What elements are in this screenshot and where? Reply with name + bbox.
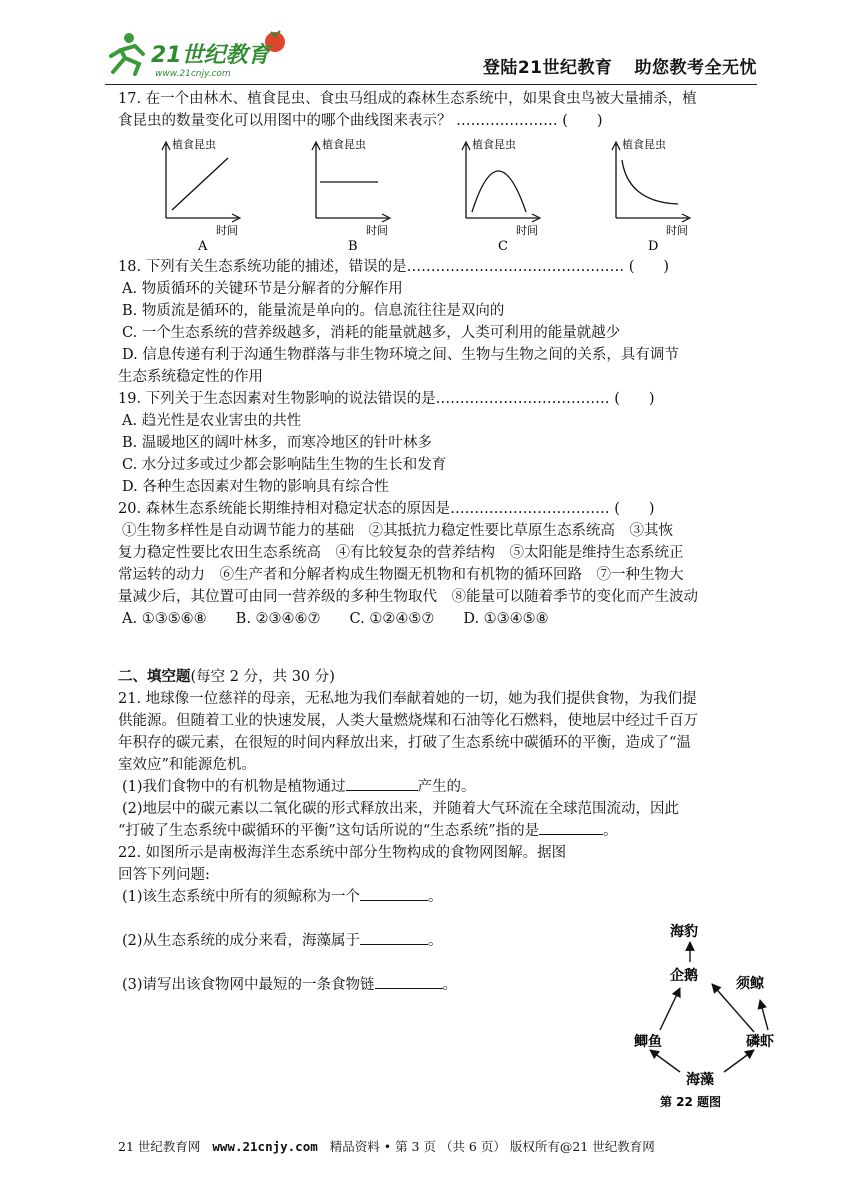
q19-option-c: C. 水分过多或过少都会影响陆生生物的生长和发育 xyxy=(122,457,447,473)
q20-line4: 量减少后，其位置可由同一营养级的多种生物取代 ⑧能量可以随着季节的变化而产生波动 xyxy=(118,589,698,605)
x-label: 时间 xyxy=(366,224,388,237)
q18-option-b: B. 物质流是循环的，能量流是单向的。信息流往往是双向的 xyxy=(122,303,505,319)
curve-decay xyxy=(622,160,678,204)
q19-option-a: A. 趋光性是农业害虫的共性 xyxy=(122,413,302,429)
q17-line2: 食昆虫的数量变化可以用图中的哪个曲线图来表示？ ………………… ( ) xyxy=(118,113,603,129)
q19-option-b: B. 温暖地区的阔叶林多，而寒冷地区的针叶林多 xyxy=(122,435,432,451)
q19-option-d: D. 各种生态因素对生物的影响具有综合性 xyxy=(122,479,389,495)
slogan-1: 登陆21世纪教育 xyxy=(482,58,613,78)
q22-line2: 回答下列问题: xyxy=(118,867,210,883)
node-seal: 海豹 xyxy=(670,924,698,940)
graph-c xyxy=(458,136,558,254)
answer-blank[interactable] xyxy=(360,930,428,945)
arrow-squid-penguin xyxy=(660,988,680,1030)
graph-letter: B xyxy=(348,239,358,254)
answer-blank[interactable] xyxy=(360,886,428,901)
q18-option-c: C. 一个生态系统的营养级越多，消耗的能量就越多，人类可利用的能量就越少 xyxy=(122,325,621,341)
q20-line1: ①生物多样性是自动调节能力的基础 ②其抵抗力稳定性要比草原生态系统高 ③其恢 xyxy=(122,523,673,539)
x-label: 时间 xyxy=(666,224,688,237)
q22-sub3: (3)请写出该食物网中最短的一条食物链 。 xyxy=(118,974,758,996)
graph-a xyxy=(158,136,258,254)
answer-blank[interactable] xyxy=(346,776,418,791)
figure-caption: 第 22 题图 xyxy=(660,1095,722,1109)
node-krill: 磷虾 xyxy=(746,1034,774,1050)
y-label: 植食昆虫 xyxy=(322,138,366,151)
node-algae: 海藻 xyxy=(686,1072,714,1088)
arrow-algae-squid xyxy=(650,1050,680,1072)
q21-sub2: (2)地层中的碳元素以二氧化碳的形式释放出来，并随着大气环流在全球范围流动，因此 xyxy=(122,801,680,817)
q21-sub2-cont: “打破了生态系统中碳循环的平衡”这句话所说的“生态系统”指的是 。 xyxy=(118,820,758,842)
food-web-figure xyxy=(632,922,782,1112)
curve-rising xyxy=(172,158,228,210)
logo-url: www.21cnjy.com xyxy=(155,69,231,79)
node-baleen-whale: 须鲸 xyxy=(736,976,764,992)
node-squid: 鲫鱼 xyxy=(634,1034,662,1050)
graph-letter: D xyxy=(648,239,659,254)
page-content xyxy=(118,88,758,996)
arrow-algae-krill xyxy=(724,1050,754,1072)
y-label: 植食昆虫 xyxy=(622,138,666,151)
q18-option-d: D. 信息传递有利于沟通生物群落与非生物环境之间、生物与生物之间的关系，具有调节 xyxy=(122,347,679,363)
q22-sub1: (1)该生态系统中所有的须鲸称为一个 。 xyxy=(118,886,758,908)
footer-site[interactable]: www.21cnjy.com xyxy=(212,1139,318,1154)
q20-line3: 常运转的动力 ⑥生产者和分解者构成生物圈无机物和有机物的循环回路 ⑦一种生物大 xyxy=(118,567,684,583)
header-slogan xyxy=(461,53,757,78)
node-penguin: 企鹅 xyxy=(670,968,698,984)
q21-line4: 室效应”和能源危机。 xyxy=(118,757,256,773)
q19-stem: 19. 下列关于生态因素对生物影响的说法错误的是……………………………… ( ) xyxy=(118,391,655,407)
runner-icon xyxy=(111,33,143,74)
section2-heading xyxy=(118,666,758,688)
answer-blank[interactable] xyxy=(539,820,603,835)
graph-b xyxy=(308,136,408,254)
arrow-krill-whale xyxy=(760,1000,768,1030)
q21-line3: 年积存的碳元素，在很短的时间内释放出来，打破了生态系统中碳循环的平衡，造成了“温 xyxy=(118,735,691,751)
graph-letter: C xyxy=(498,239,508,254)
logo-text: 21世纪教育 xyxy=(151,43,270,68)
q21-sub1: (1)我们食物中的有机物是植物通过 产生的。 xyxy=(118,776,758,798)
q20-options: A. ①③⑤⑥⑧ B. ②③④⑥⑦ C. ①②④⑤⑦ D. ①③④⑤⑧ xyxy=(122,611,549,627)
answer-blank[interactable] xyxy=(375,974,443,989)
q17-graphs xyxy=(118,136,758,256)
site-logo xyxy=(105,28,315,80)
page-header xyxy=(105,28,757,85)
q22-sub2: (2)从生态系统的成分来看，海藻属于 。 xyxy=(118,930,758,952)
section2-note: (每空 2 分，共 30 分) xyxy=(190,669,335,685)
footer-left: 21 世纪教育网 xyxy=(118,1139,201,1154)
q20-stem: 20. 森林生态系统能长期维持相对稳定状态的原因是…………………………… ( ) xyxy=(118,501,655,517)
x-label: 时间 xyxy=(216,224,238,237)
q21-line2: 供能源。但随着工业的快速发展，人类大量燃烧煤和石油等化石燃料，使地层中经过千百万 xyxy=(118,713,698,729)
q17-line1: 17. 在一个由林木、植食昆虫、食虫马组成的森林生态系统中，如果食虫鸟被大量捕杀，植 xyxy=(118,91,697,107)
q18-option-d-cont: 生态系统稳定性的作用 xyxy=(118,369,263,385)
q20-line2: 复力稳定性要比农田生态系统高 ④有比较复杂的营养结构 ⑤太阳能是维持生态系统正 xyxy=(118,545,684,561)
section2-title: 二、填空题 xyxy=(118,668,191,685)
page-footer xyxy=(118,1137,655,1155)
slogan-2: 助您教考全无忧 xyxy=(634,58,757,78)
graph-letter: A xyxy=(198,239,208,254)
x-label: 时间 xyxy=(516,224,538,237)
curve-arch xyxy=(472,171,526,212)
q21-line1: 21. 地球像一位慈祥的母亲，无私地为我们奉献着她的一切，她为我们提供食物，为我们提 xyxy=(118,691,697,707)
graph-d xyxy=(608,136,708,254)
q18-option-a: A. 物质循环的关键环节是分解者的分解作用 xyxy=(122,281,403,297)
y-label: 植食昆虫 xyxy=(172,138,216,151)
footer-right: 精品资料 • 第 3 页 （共 6 页） 版权所有@21 世纪教育网 xyxy=(329,1139,655,1154)
y-label: 植食昆虫 xyxy=(472,138,516,151)
q18-stem: 18. 下列有关生态系统功能的捕述，错误的是……………………………………… ( ) xyxy=(118,259,670,275)
q22-line1: 22. 如图所示是南极海洋生态系统中部分生物构成的食物网图解。据图 xyxy=(118,845,567,861)
